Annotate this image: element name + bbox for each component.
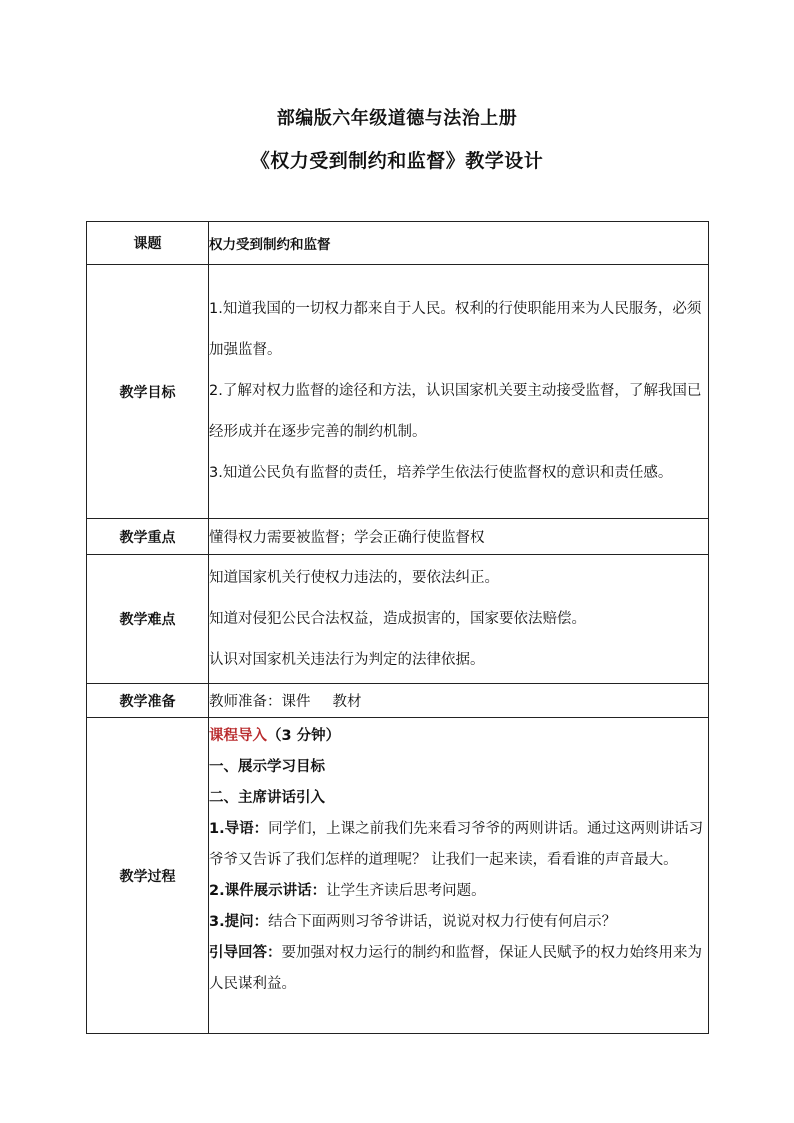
row-process — [87, 718, 709, 1034]
paragraph-guided-answer — [209, 938, 708, 1000]
difficulty-item: 认识对国家机关违法行为判定的法律依据。 — [209, 651, 485, 668]
difficulties-label: 教学难点 — [87, 555, 209, 684]
preparation-label: 教学准备 — [87, 684, 209, 718]
row-topic — [87, 222, 709, 265]
row-goals — [87, 265, 709, 519]
preparation-content — [209, 684, 709, 718]
paragraph-text: 结合下面两则习爷爷讲话，说说对权力行使有何启示？ — [268, 914, 617, 930]
step-one: 一、展示学习目标 — [209, 759, 325, 775]
goal-item: 3.知道公民负有监督的责任，培养学生依法行使监督权的意识和责任感。 — [209, 465, 673, 481]
goal-item: 2.了解对权力监督的途径和方法，认识国家机关要主动接受监督，了解我国已经形成并在逐步完善的制约机制。 — [209, 383, 702, 440]
row-preparation — [87, 684, 709, 718]
document-title: 部编版六年级道德与法治上册 — [276, 108, 518, 129]
intro-time: （3 分钟） — [267, 728, 341, 744]
topic-value: 权力受到制约和监督 — [209, 222, 709, 265]
paragraph-head: 2.课件展示讲话： — [209, 883, 327, 899]
paragraph-courseware — [209, 876, 708, 907]
paragraph-head: 3.提问： — [209, 914, 269, 930]
lesson-plan-table — [86, 221, 709, 1034]
preparation-material: 教材 — [332, 694, 362, 710]
difficulty-item: 知道对侵犯公民合法权益，造成损害的，国家要依法赔偿。 — [209, 610, 586, 627]
paragraph-head: 引导回答： — [209, 945, 282, 961]
step-two: 二、主席讲话引入 — [209, 790, 325, 806]
paragraph-text: 要加强对权力运行的制约和监督，保证人民赋予的权力始终用来为人民谋利益。 — [209, 945, 702, 992]
paragraph-head: 1.导语： — [209, 821, 269, 837]
document-subtitle: 《权力受到制约和监督》教学设计 — [250, 150, 544, 172]
paragraph-text: 同学们，上课之前我们先来看习爷爷的两则讲话。通过这两则讲话习爷爷又告诉了我们怎样的道理呢？ 让我们一起来读，看看谁的声音最大。 — [209, 821, 704, 868]
intro-title: 课程导入 — [209, 728, 267, 744]
goals-content — [209, 265, 709, 519]
intro-line — [209, 721, 708, 752]
row-key-points — [87, 519, 709, 555]
paragraph-question — [209, 907, 708, 938]
process-label: 教学过程 — [87, 718, 209, 1034]
topic-label: 课题 — [87, 222, 209, 265]
paragraph-text: 让学生齐读后思考问题。 — [326, 883, 486, 899]
difficulty-item: 知道国家机关行使权力违法的，要依法纠正。 — [209, 569, 499, 586]
row-difficulties — [87, 555, 709, 684]
process-content — [209, 718, 709, 1034]
goals-label: 教学目标 — [87, 265, 209, 519]
paragraph-intro-speech — [209, 814, 708, 876]
key-points-value: 懂得权力需要被监督；学会正确行使监督权 — [209, 519, 709, 555]
difficulties-content — [209, 555, 709, 684]
key-points-label: 教学重点 — [87, 519, 209, 555]
goal-item: 1.知道我国的一切权力都来自于人民。权利的行使职能用来为人民服务，必须加强监督。 — [209, 301, 702, 358]
preparation-teacher: 教师准备：课件 — [209, 694, 311, 710]
